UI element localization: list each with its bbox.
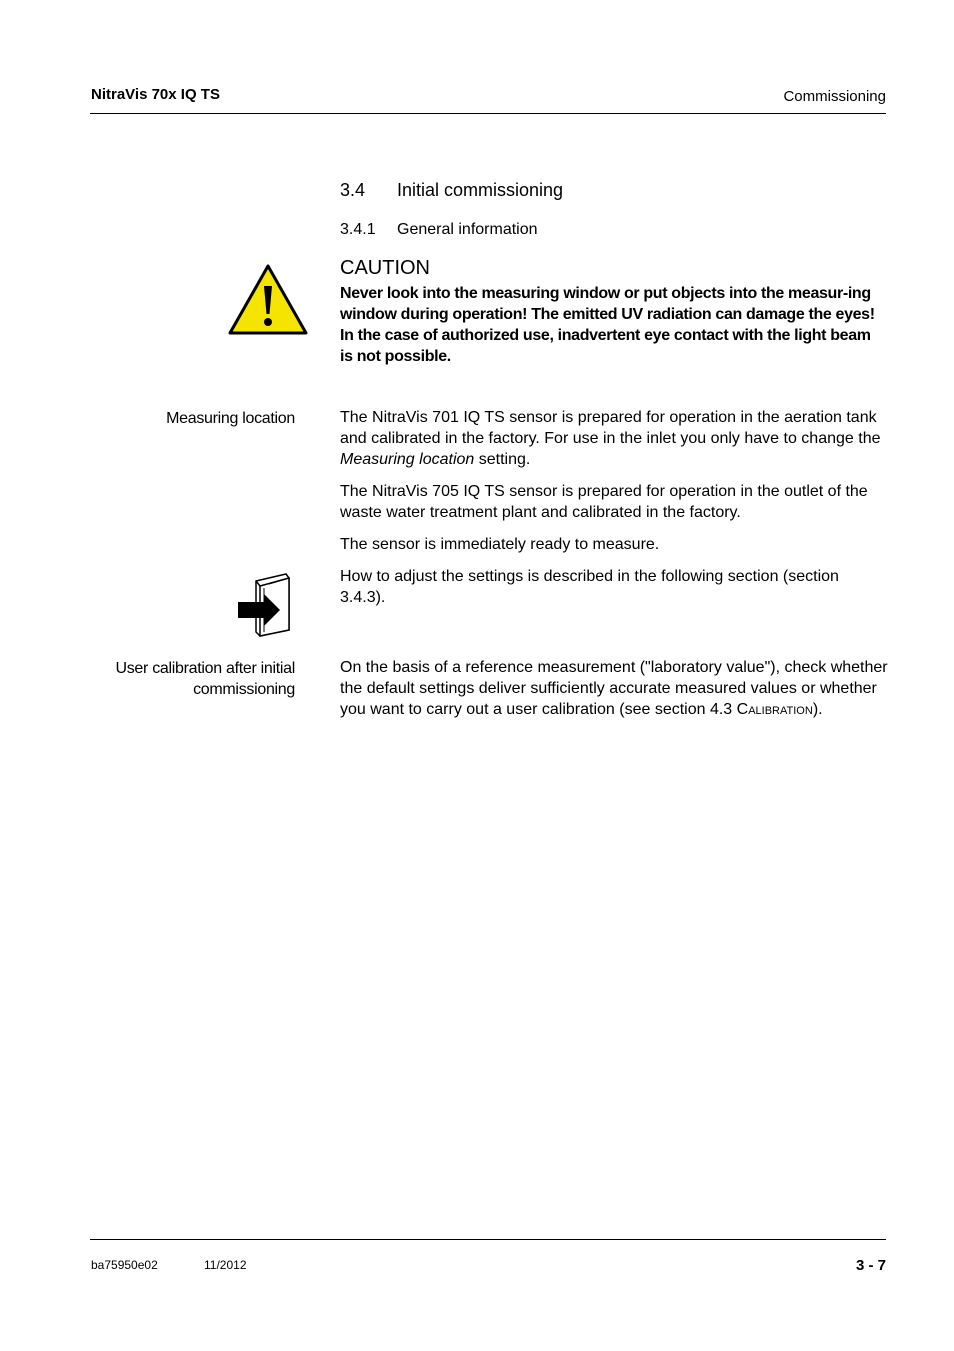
measuring-location-setting: Measuring location: [340, 451, 475, 468]
margin-label-measuring-location: Measuring location: [166, 410, 295, 427]
paragraph-settings-reference: How to adjust the settings is described in the following section (section 3.4.3).: [340, 568, 839, 606]
header-rule: [90, 113, 886, 114]
section-title: Initial commissioning: [397, 180, 564, 200]
paragraph-nitravis-705: The NitraVis 705 IQ TS sensor is prepared for operation in the outlet of the waste water treatment plant and calibrated in the factory.: [340, 483, 868, 521]
margin-label-user-calibration: [115, 658, 295, 700]
subsection-number: 3.4.1: [340, 221, 376, 238]
paragraph-ready: The sensor is immediately ready to measure.: [340, 536, 660, 553]
para1-text-before: The NitraVis 701 IQ TS sensor is prepared for operation in the aeration tank and calibrated in the factory. For use in the inlet you only have to change the: [340, 409, 881, 447]
paragraph-nitravis-701: [340, 407, 888, 470]
calibration-text-before: On the basis of a reference measurement ("laboratory value"), check whether the default settings deliver sufficiently accurate measured values or whether you want to carry out a user calibration (see section 4.3: [340, 659, 888, 718]
header-chapter: Commissioning: [783, 88, 886, 105]
caution-title: CAUTION: [340, 257, 430, 279]
book-reference-icon: [236, 572, 296, 638]
section-number: 3.4: [340, 180, 366, 200]
footer-date: 11/2012: [204, 1258, 247, 1272]
user-calibration-label-line-2: commissioning: [193, 681, 295, 698]
user-calibration-label-line-1: User calibration after initial: [115, 660, 295, 677]
subsection-heading: [340, 221, 538, 239]
header-product: NitraVis 70x IQ TS: [91, 86, 220, 103]
section-heading: [340, 180, 563, 201]
caution-text-1: Never look into the measuring window or put objects into the measur-ing window during operation! The emitted UV radiation can damage the eyes!: [340, 285, 875, 323]
caution-text-2: In the case of authorized use, inadvertent eye contact with the light beam is not possible.: [340, 327, 871, 365]
caution-body: [340, 283, 886, 367]
footer-rule: [90, 1239, 886, 1240]
calibration-section-ref: Calibration: [736, 701, 813, 718]
paragraph-user-calibration: [340, 657, 888, 720]
footer-doc-id: ba75950e02: [91, 1258, 158, 1272]
calibration-text-after: ).: [812, 701, 823, 718]
footer-page-number: 3 - 7: [855, 1257, 886, 1274]
subsection-title: General information: [397, 221, 538, 238]
warning-triangle-icon: [228, 264, 308, 336]
para1-text-after: setting.: [474, 451, 531, 468]
